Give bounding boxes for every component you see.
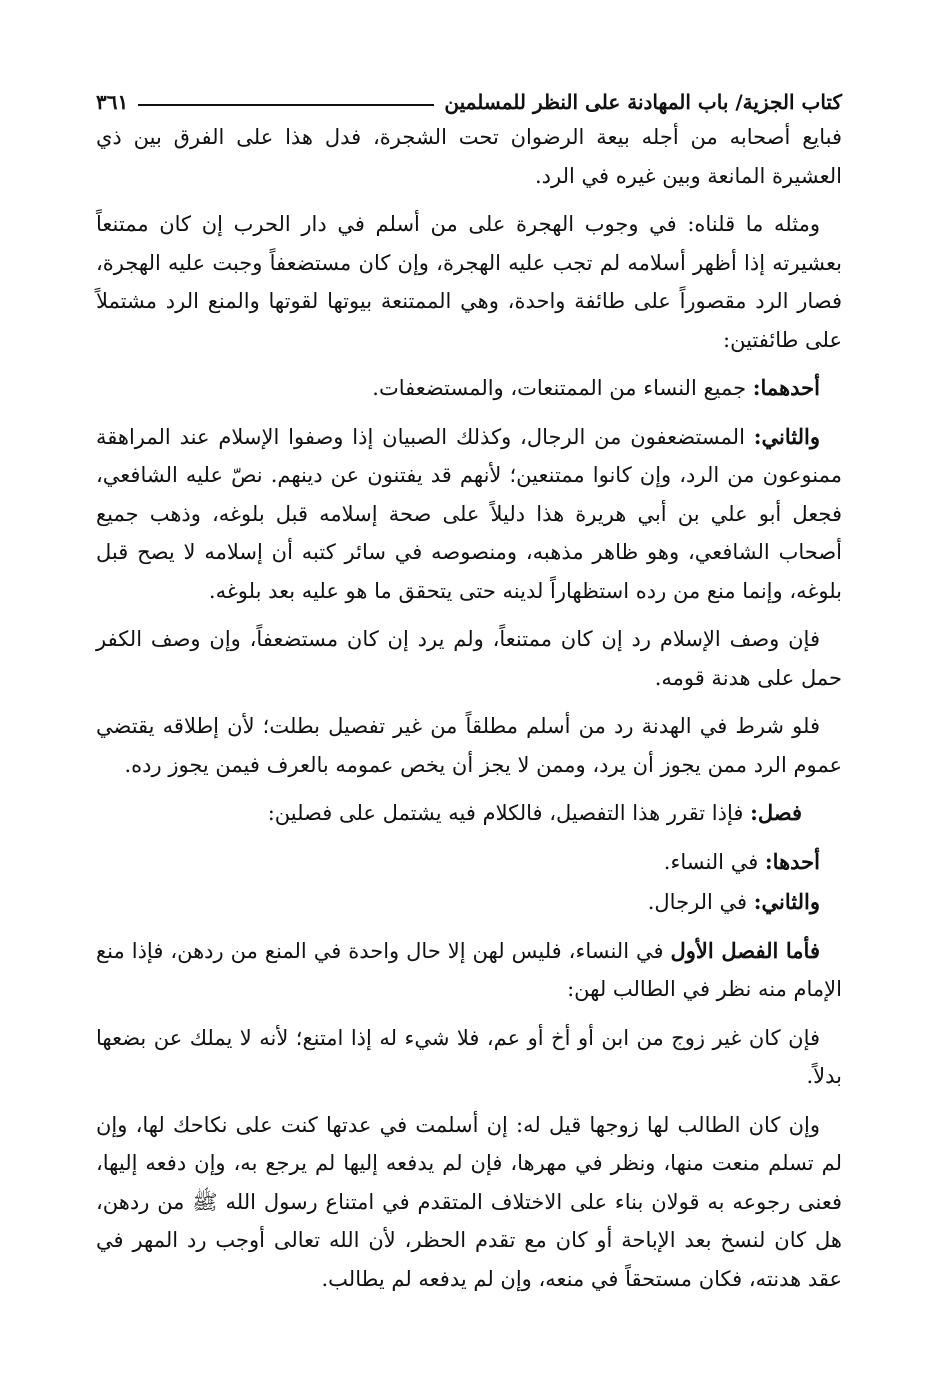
- paragraph: أحدها: في النساء.: [663, 848, 820, 874]
- header-title: كتاب الجزية/ باب المهادنة على النظر للمسلمين: [444, 90, 842, 114]
- paragraph: فلو شرط في الهدنة رد من أسلم مطلقاً من غير تفصيل بطلت؛ لأن إطلاقه يقتضي عموم الرد ممن يجوز أن يرد، وممن لا يجز أن يخص عمومه بالعرف فيمن يجوز رده.: [96, 714, 842, 777]
- paragraph: فإن كان غير زوج من ابن أو أخ أو عم، فلا شيء له إذا امتنع؛ لأنه لا يملك عن بضعها بدلاً.: [96, 1025, 842, 1088]
- paragraph: فبايع أصحابه من أجله بيعة الرضوان تحت الشجرة، فدل هذا على الفرق بين ذي العشيرة المانعة وبين غيره في الرد.: [96, 125, 842, 188]
- paragraph: والثاني: المستضعفون من الرجال، وكذلك الصبيان إذا وصفوا الإسلام عند المراهقة ممنوعون من الرد، وإن كانوا ممتنعين؛ لأنهم قد يفتنون عن دينهم. نصّ عليه الشافعي، فجعل أبو علي بن أبي هريرة هذا دليلاً على صحة إسلامه قبل بلوغه، وذهب جميع أصحاب الشافعي، وهو ظاهر مذهبه، ومنصوصه في سائر كتبه أن إسلامه لا يصح قبل بلوغه، وإنما منع من رده استظهاراً لدينه حتى يتحقق ما هو عليه بعد بلوغه.: [96, 423, 842, 603]
- paragraph: وإن كان الطالب لها زوجها قيل له: إن أسلمت في عدتها كنت على نكاحك لها، وإن لم تسلم منعت منها، ونظر في مهرها، فإن لم يدفعه إليها لم يرجع به، وإن دفعه إليها، فعنى رجوعه به قولان بناء على الاختلاف المتقدم في امتناع رسول الله ﷺ من ردهن، هل كان لنسخ بعد الإباحة أو كان مع تقدم الحظر، لأن الله تعالى أوجب رد المهر في عقد هدنته، فكان مستحقاً في منعه، وإن لم يدفعه لم يطالب.: [96, 1112, 842, 1291]
- section-heading: فصل: فإذا تقرر هذا التفصيل، فالكلام فيه يشتمل على فصلين:: [267, 800, 802, 825]
- paragraph: فأما الفصل الأول في النساء، فليس لهن إلا حال واحدة في المنع من ردهن، فإذا منع الإمام منه نظر في الطالب لهن:: [96, 937, 842, 1001]
- page-number: ٣٦١: [96, 90, 129, 114]
- paragraph: فإن وصف الإسلام رد إن كان ممتنعاً، ولم يرد إن كان مستضعفاً، وإن وصف الكفر حمل على هدنة قومه.: [96, 627, 842, 690]
- paragraph: أحدهما: جميع النساء من الممتنعات، والمستضعفات.: [372, 375, 820, 400]
- paragraph: ومثله ما قلناه: في وجوب الهجرة على من أسلم في دار الحرب إن كان ممتنعاً بعشيرته إذا أظهر أسلامه لم تجب عليه الهجرة، وإن كان مستضعفاً وجبت عليه الهجرة، فصار الرد مقصوراً على طائفة واحدة، وهي الممتنعة بيوتها لقوتها والمنع الرد مشتملاً على طائفتين:: [96, 212, 842, 352]
- running-header: [96, 78, 842, 112]
- header-rule: [138, 104, 434, 106]
- paragraph: والثاني: في الرجال.: [647, 889, 820, 914]
